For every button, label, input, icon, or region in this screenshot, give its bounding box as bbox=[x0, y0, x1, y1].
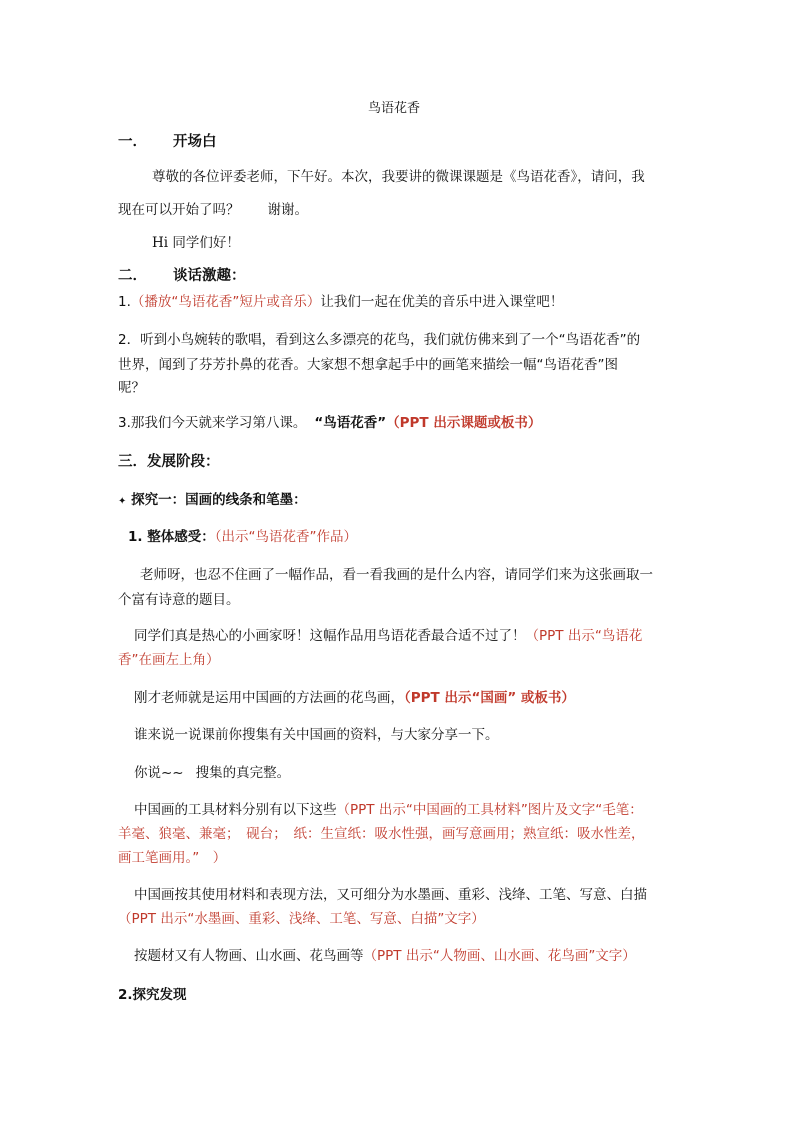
paragraph-3-line-1 bbox=[134, 626, 642, 646]
section-3-heading: 三．发展阶段： bbox=[118, 454, 220, 470]
item-1-stage-direction: （播放“鸟语花香”短片或音乐） bbox=[130, 294, 321, 310]
opening-paragraph-line-1: 尊敬的各位评委老师，下午好。本次，我要讲的微课课题是《鸟语花香》，请问，我 bbox=[152, 169, 645, 185]
section-1-heading bbox=[118, 132, 217, 152]
sub-1-stage-direction: （出示“鸟语花香”作品） bbox=[214, 529, 357, 545]
opening-paragraph-line-2 bbox=[118, 200, 308, 220]
greeting-text: 同学们好！ bbox=[172, 235, 240, 251]
section-1-title: 开场白 bbox=[173, 134, 217, 150]
paragraph-2-line-2: 个富有诗意的题目。 bbox=[118, 592, 240, 608]
paragraph-9 bbox=[134, 946, 636, 966]
item-1 bbox=[118, 292, 563, 312]
opening-thanks: 谢谢。 bbox=[267, 202, 308, 218]
explore-1-heading bbox=[118, 490, 307, 512]
item-2-line-1: 2．听到小鸟婉转的歌唱，看到这么多漂亮的花鸟，我们就仿佛来到了一个“鸟语花香”的 bbox=[118, 332, 641, 348]
paragraph-9-stage-direction: （PPT 出示“人物画、山水画、花鸟画”文字） bbox=[363, 948, 636, 964]
sub-1-label: 1. 整体感受： bbox=[128, 529, 215, 545]
paragraph-4-text: 刚才老师就是运用中国画的方法画的花鸟画， bbox=[134, 690, 404, 706]
paragraph-2-line-1: 老师呀，也忍不住画了一幅作品，看一看我画的是什么内容，请同学们来为这张画取一 bbox=[140, 567, 653, 583]
paragraph-6 bbox=[134, 763, 290, 783]
paragraph-7-text: 中国画的工具材料分别有以下这些 bbox=[134, 802, 337, 818]
paragraph-3-text: 同学们真是热心的小画家呀！这幅作品用鸟语花香最合适不过了！ bbox=[134, 628, 526, 644]
section-4-heading: 2.探究发现 bbox=[118, 987, 187, 1003]
paragraph-9-text: 按题材又有人物画、山水画、花鸟画等 bbox=[134, 948, 364, 964]
sub-1-heading bbox=[128, 527, 357, 547]
paragraph-7-line-1 bbox=[134, 800, 643, 820]
diamond-bullet-icon: ✦ bbox=[118, 496, 127, 507]
paragraph-4-stage-direction: （PPT 出示“国画” 或板书） bbox=[404, 690, 575, 706]
document-title: 鸟语花香 bbox=[368, 101, 421, 116]
item-3-text: 3.那我们今天就来学习第八课。 bbox=[118, 415, 307, 431]
section-1-number: 一． bbox=[118, 134, 147, 150]
paragraph-6-you-said: 你说~~ bbox=[134, 765, 184, 781]
paragraph-6-praise: 搜集的真完整。 bbox=[195, 765, 291, 781]
greeting-line bbox=[152, 233, 240, 253]
paragraph-8-line-2: （PPT 出示“水墨画、重彩、浅绛、工笔、写意、白描”文字） bbox=[118, 911, 485, 927]
paragraph-3-stage-direction: （PPT 出示“鸟语花 bbox=[525, 628, 643, 644]
item-2-line-2: 世界，闻到了芬芳扑鼻的花香。大家想不想拿起手中的画笔来描绘一幅“鸟语花香”图 bbox=[118, 357, 618, 373]
section-2-heading bbox=[118, 266, 246, 286]
section-2-number: 二． bbox=[118, 268, 147, 284]
item-1-text: 让我们一起在优美的音乐中进入课堂吧！ bbox=[320, 294, 564, 310]
section-2-title: 谈话激趣： bbox=[173, 268, 246, 284]
explore-1-title: 探究一：国画的线条和笔墨： bbox=[131, 492, 307, 508]
paragraph-7-line-3: 画工笔画用。” ） bbox=[118, 850, 227, 866]
item-3-lesson-title: “鸟语花香” bbox=[314, 415, 387, 431]
paragraph-3-line-2: 香”在画左上角） bbox=[118, 652, 220, 668]
paragraph-8-line-1: 中国画按其使用材料和表现方法，又可细分为水墨画、重彩、浅绛、工笔、写意、白描 bbox=[134, 887, 647, 903]
opening-question: 现在可以开始了吗？ bbox=[118, 202, 240, 218]
paragraph-7-stage-direction: （PPT 出示“中国画的工具材料”图片及文字“毛笔： bbox=[336, 802, 643, 818]
item-2-line-3: 呢？ bbox=[118, 380, 145, 396]
paragraph-4 bbox=[134, 688, 575, 708]
item-3-stage-direction: （PPT 出示课题或板书） bbox=[386, 415, 542, 431]
greeting-hi: Hi bbox=[152, 235, 169, 251]
item-1-number: 1. bbox=[118, 294, 131, 310]
paragraph-5: 谁来说一说课前你搜集有关中国画的资料，与大家分享一下。 bbox=[134, 727, 499, 743]
item-3 bbox=[118, 413, 541, 433]
paragraph-7-line-2: 羊毫、狼毫、兼毫； 砚台； 纸：生宣纸：吸水性强，画写意画用；熟宣纸：吸水性差， bbox=[118, 826, 645, 842]
